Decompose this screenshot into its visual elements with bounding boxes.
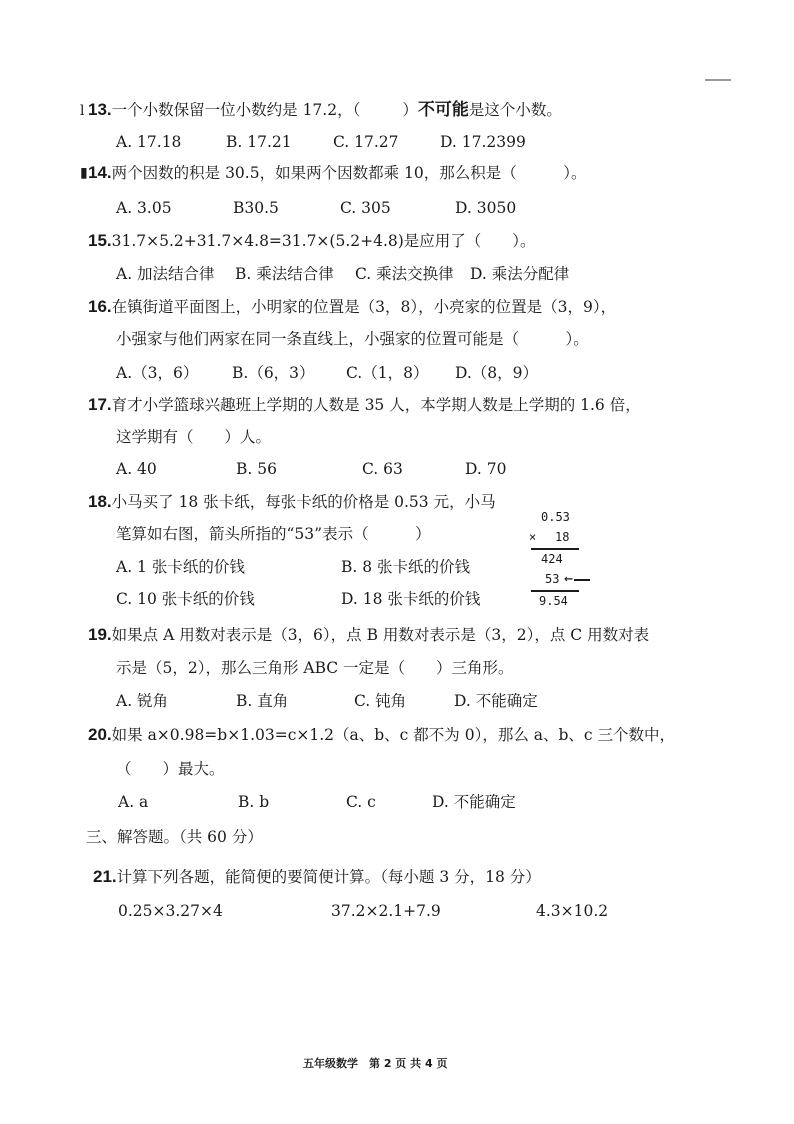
question-number: 19.	[88, 625, 112, 644]
emphasis-text: 不可能	[417, 100, 469, 120]
option-c: C.（1，8）	[346, 364, 429, 382]
product: 9.54	[539, 594, 568, 608]
question-15-stem	[88, 231, 536, 251]
option-b: B. 56	[236, 460, 277, 478]
option-a: A.（3，6）	[116, 364, 199, 382]
option-b: B. 直角	[236, 692, 289, 710]
question-21-text: 计算下列各题，能简便的要简便计算。（每小题 3 分，18 分）	[116, 868, 541, 886]
question-19-text-cont: 示是（5，2），那么三角形 ABC 一定是（ ）三角形。	[116, 659, 514, 677]
question-20-text-cont: （ ）最大。	[116, 760, 225, 778]
option-c: C. 10 张卡纸的价钱	[116, 590, 255, 608]
question-number: 14.	[88, 163, 112, 182]
option-c: C. 63	[362, 460, 403, 478]
question-18-text-cont: 笔算如右图，箭头所指的“53”表示（ ）	[116, 525, 431, 543]
section-3-title: 三、解答题。（共 60 分）	[86, 828, 263, 846]
calc-item-1: 0.25×3.27×4	[118, 902, 223, 920]
option-b: B30.5	[233, 199, 279, 217]
question-14-stem	[88, 163, 586, 183]
question-number: 17.	[88, 395, 112, 414]
option-d: D. 不能确定	[432, 793, 516, 811]
question-number: 13.	[88, 100, 112, 119]
question-19-stem	[88, 625, 649, 645]
partial-product-2: 53	[545, 572, 560, 586]
option-a: A. 40	[116, 460, 157, 478]
scan-margin-mark	[705, 79, 731, 81]
question-18-text: 小马买了 18 张卡纸，每张卡纸的价格是 0.53 元，小马	[111, 493, 496, 511]
question-number: 21.	[93, 867, 117, 886]
option-c: C. 乘法交换律	[355, 265, 454, 283]
page-footer: 五年级数学 第 2 页 共 4 页	[303, 1057, 448, 1070]
scan-margin-mark: ▮	[80, 165, 88, 181]
arrow-shaft	[574, 579, 590, 581]
option-d: D. 3050	[455, 199, 517, 217]
question-number: 16.	[88, 297, 112, 316]
question-15-text: 31.7×5.2+31.7×4.8=31.7×(5.2+4.8)是应用了（ ）。	[111, 232, 536, 250]
arrow-icon: ←	[564, 569, 574, 587]
partial-product-1: 424	[541, 552, 563, 566]
option-d: D. 乘法分配律	[470, 265, 570, 283]
option-c: C. 钝角	[354, 692, 407, 710]
question-19-text: 如果点 A 用数对表示是（3，6），点 B 用数对表示是（3，2），点 C 用数对表	[111, 626, 650, 644]
calc-item-2: 37.2×2.1+7.9	[331, 902, 441, 920]
question-16-stem	[88, 297, 616, 317]
option-a: A. 锐角	[116, 692, 169, 710]
scan-margin-mark: l	[80, 103, 85, 119]
option-b: B.（6，3）	[232, 364, 315, 382]
question-13-stem: 13.一个小数保留一位小数约是 17.2，（ ）不可能是这个小数。	[88, 100, 562, 120]
question-20-text: 如果 a×0.98=b×1.03=c×1.2（a、b、c 都不为 0），那么 a、b、c 三个数中，	[111, 726, 676, 744]
option-a: A. 加法结合律	[116, 265, 215, 283]
option-b: B. b	[238, 793, 270, 811]
option-a: A. 3.05	[116, 199, 172, 217]
option-d: D. 70	[465, 460, 507, 478]
multiplicand: 0.53	[541, 510, 570, 524]
question-18-stem	[88, 492, 496, 512]
question-17-text: 育才小学篮球兴趣班上学期的人数是 35 人，本学期人数是上学期的 1.6 倍，	[111, 396, 641, 414]
question-number: 18.	[88, 492, 112, 511]
option-d: D. 17.2399	[440, 133, 526, 151]
option-d: D.（8，9）	[455, 364, 539, 382]
calc-rule-1	[531, 548, 579, 550]
question-17-text-cont: 这学期有（ ）人。	[116, 428, 272, 446]
question-17-stem	[88, 395, 641, 415]
multiplier: 18	[555, 530, 570, 544]
option-c: C. c	[346, 793, 376, 811]
option-c: C. 305	[340, 199, 391, 217]
option-a: A. 17.18	[116, 133, 182, 151]
option-b: B. 乘法结合律	[235, 265, 334, 283]
calc-rule-2	[531, 590, 579, 592]
question-14-text: 两个因数的积是 30.5，如果两个因数都乘 10，那么积是（ ）。	[111, 164, 587, 182]
option-b: B. 8 张卡纸的价钱	[341, 558, 471, 576]
option-c: C. 17.27	[333, 133, 399, 151]
question-16-text-cont: 小强家与他们两家在同一条直线上，小强家的位置可能是（ ）。	[116, 330, 589, 348]
calc-item-3: 4.3×10.2	[536, 902, 609, 920]
option-b: B. 17.21	[226, 133, 292, 151]
question-number: 15.	[88, 231, 112, 250]
option-a: A. a	[118, 793, 149, 811]
multiply-sign: ×	[529, 530, 537, 544]
option-d: D. 不能确定	[454, 692, 538, 710]
question-number: 20.	[88, 725, 112, 744]
option-a: A. 1 张卡纸的价钱	[116, 558, 245, 576]
question-13-text: 一个小数保留一位小数约是 17.2，（	[111, 101, 361, 119]
option-d: D. 18 张卡纸的价钱	[341, 590, 481, 608]
question-20-stem	[88, 725, 675, 745]
question-16-text: 在镇街道平面图上，小明家的位置是（3，8），小亮家的位置是（3，9），	[111, 298, 617, 316]
question-21-stem	[93, 867, 541, 887]
